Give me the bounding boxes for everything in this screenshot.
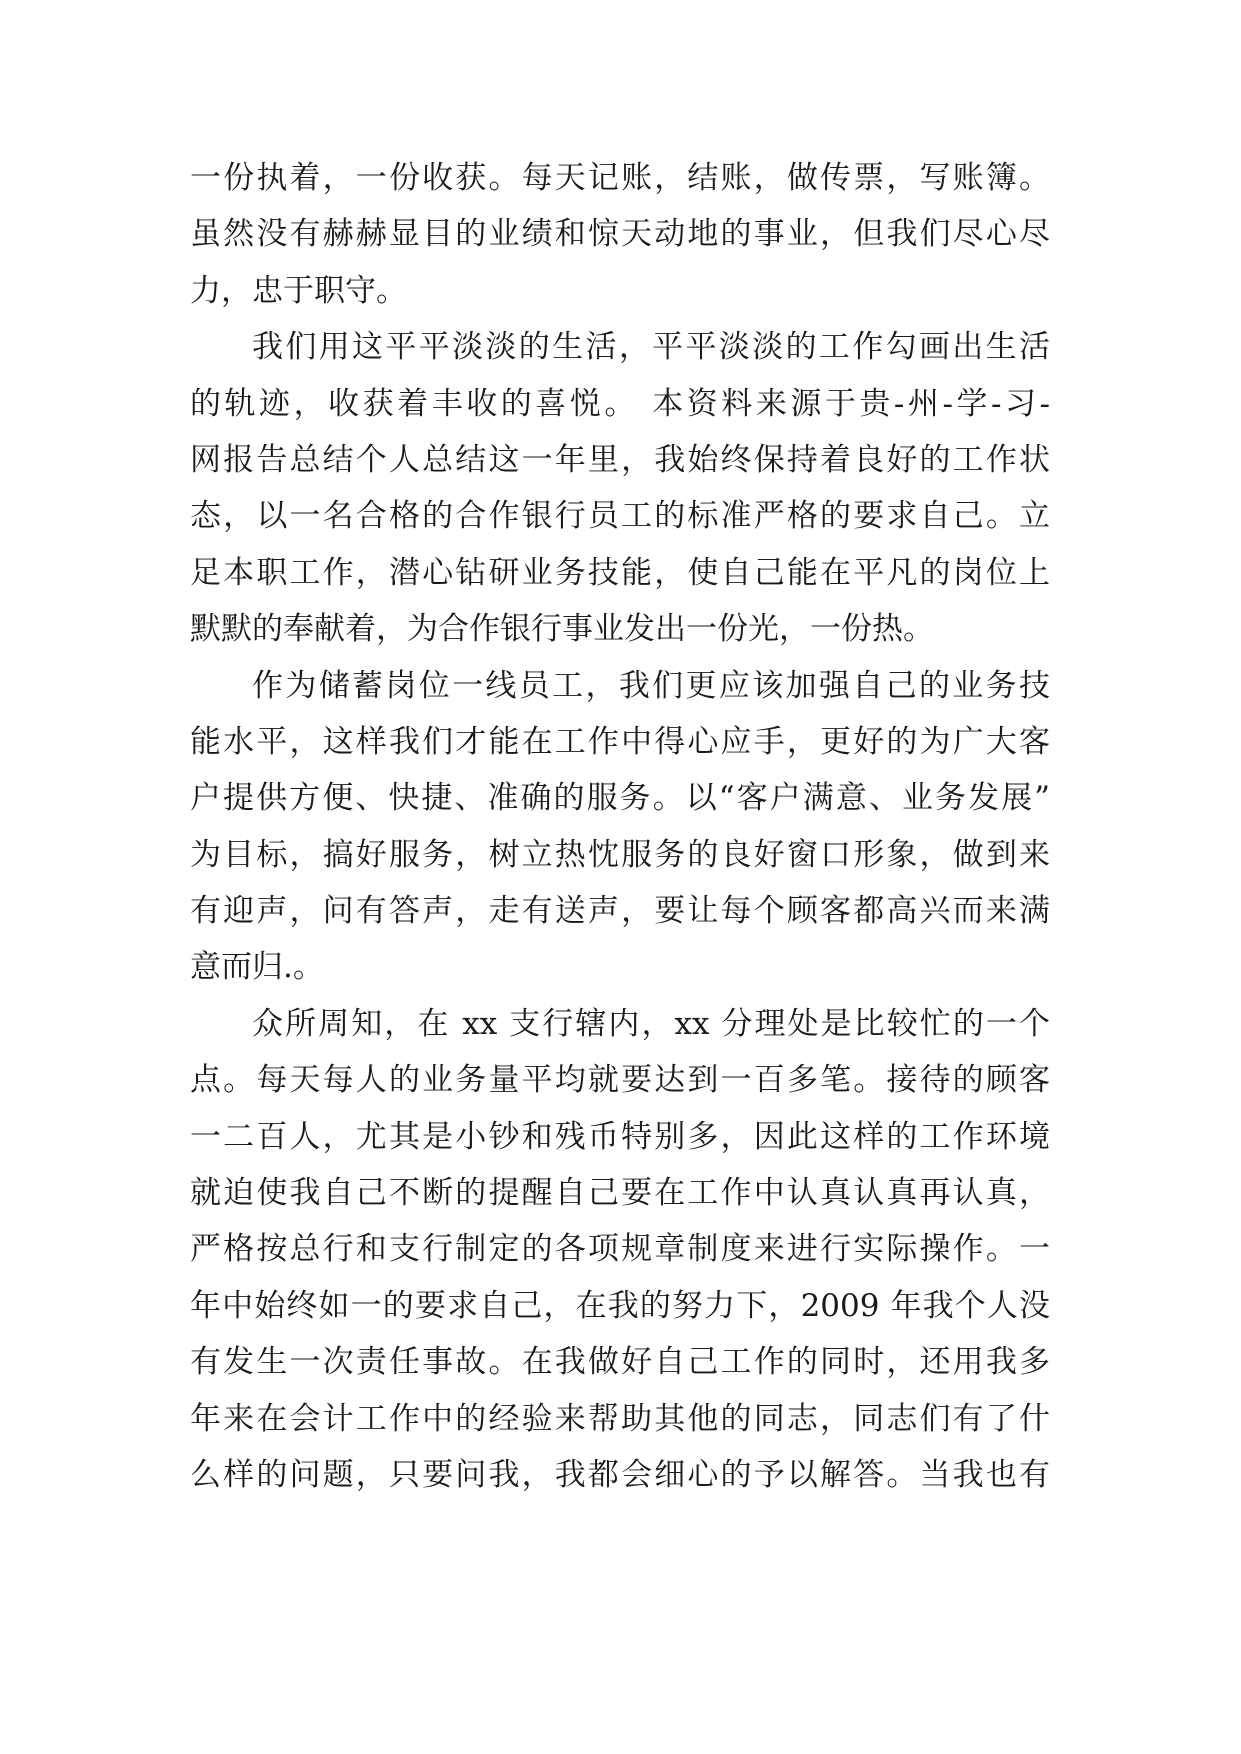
text-line: 网报告总结个人总结这一年里，我始终保持着良好的工作状 xyxy=(190,441,1050,478)
text-line: 年来在会计工作中的经验来帮助其他的同志，同志们有了什 xyxy=(190,1400,1050,1437)
text-line: 虽然没有赫赫显目的业绩和惊天动地的事业，但我们尽心尽 xyxy=(190,216,1050,253)
text-line: 年中始终如一的要求自己，在我的努力下，2009 年我个人没 xyxy=(190,1287,1050,1324)
text-line: 的轨迹，收获着丰收的喜悦。 本资料来源于贵-州-学-习- xyxy=(190,385,1050,422)
text-line: 为目标，搞好服务，树立热忱服务的良好窗口形象，做到来 xyxy=(190,836,1050,873)
text-line: 我们用这平平淡淡的生活，平平淡淡的工作勾画出生活 xyxy=(252,329,1050,366)
text-line: 户提供方便、快捷、准确的服务。以“客户满意、业务发展” xyxy=(190,780,1050,817)
text-line: 一二百人，尤其是小钞和残币特别多，因此这样的工作环境 xyxy=(190,1118,1050,1155)
text-line: 态，以一名合格的合作银行员工的标准严格的要求自己。立 xyxy=(190,498,1050,535)
text-line: 么样的问题，只要问我，我都会细心的予以解答。当我也有 xyxy=(190,1456,1050,1493)
text-line: 意而归.。 xyxy=(190,949,324,986)
document-body xyxy=(190,150,1050,1503)
text-line: 众所周知，在 xx 支行辖内，xx 分理处是比较忙的一个 xyxy=(252,1005,1050,1042)
text-line: 能水平，这样我们才能在工作中得心应手，更好的为广大客 xyxy=(190,723,1050,760)
text-line: 严格按总行和支行制定的各项规章制度来进行实际操作。一 xyxy=(190,1231,1050,1268)
text-line: 一份执着，一份收获。每天记账，结账，做传票，写账簿。 xyxy=(190,160,1050,196)
text-line: 就迫使我自己不断的提醒自己要在工作中认真认真再认真， xyxy=(190,1175,1050,1212)
text-line: 作为储蓄岗位一线员工，我们更应该加强自己的业务技 xyxy=(252,667,1050,704)
text-line: 足本职工作，潜心钻研业务技能，使自己能在平凡的岗位上 xyxy=(190,554,1050,591)
text-line: 默默的奉献着，为合作银行事业发出一份光，一份热。 xyxy=(190,611,934,648)
text-line: 有发生一次责任事故。在我做好自己工作的同时，还用我多 xyxy=(190,1344,1050,1381)
text-line: 有迎声，问有答声，走有送声，要让每个顾客都高兴而来满 xyxy=(190,893,1050,930)
text-line: 点。每天每人的业务量平均就要达到一百多笔。接待的顾客 xyxy=(190,1062,1050,1099)
text-line: 力，忠于职守。 xyxy=(190,272,407,309)
